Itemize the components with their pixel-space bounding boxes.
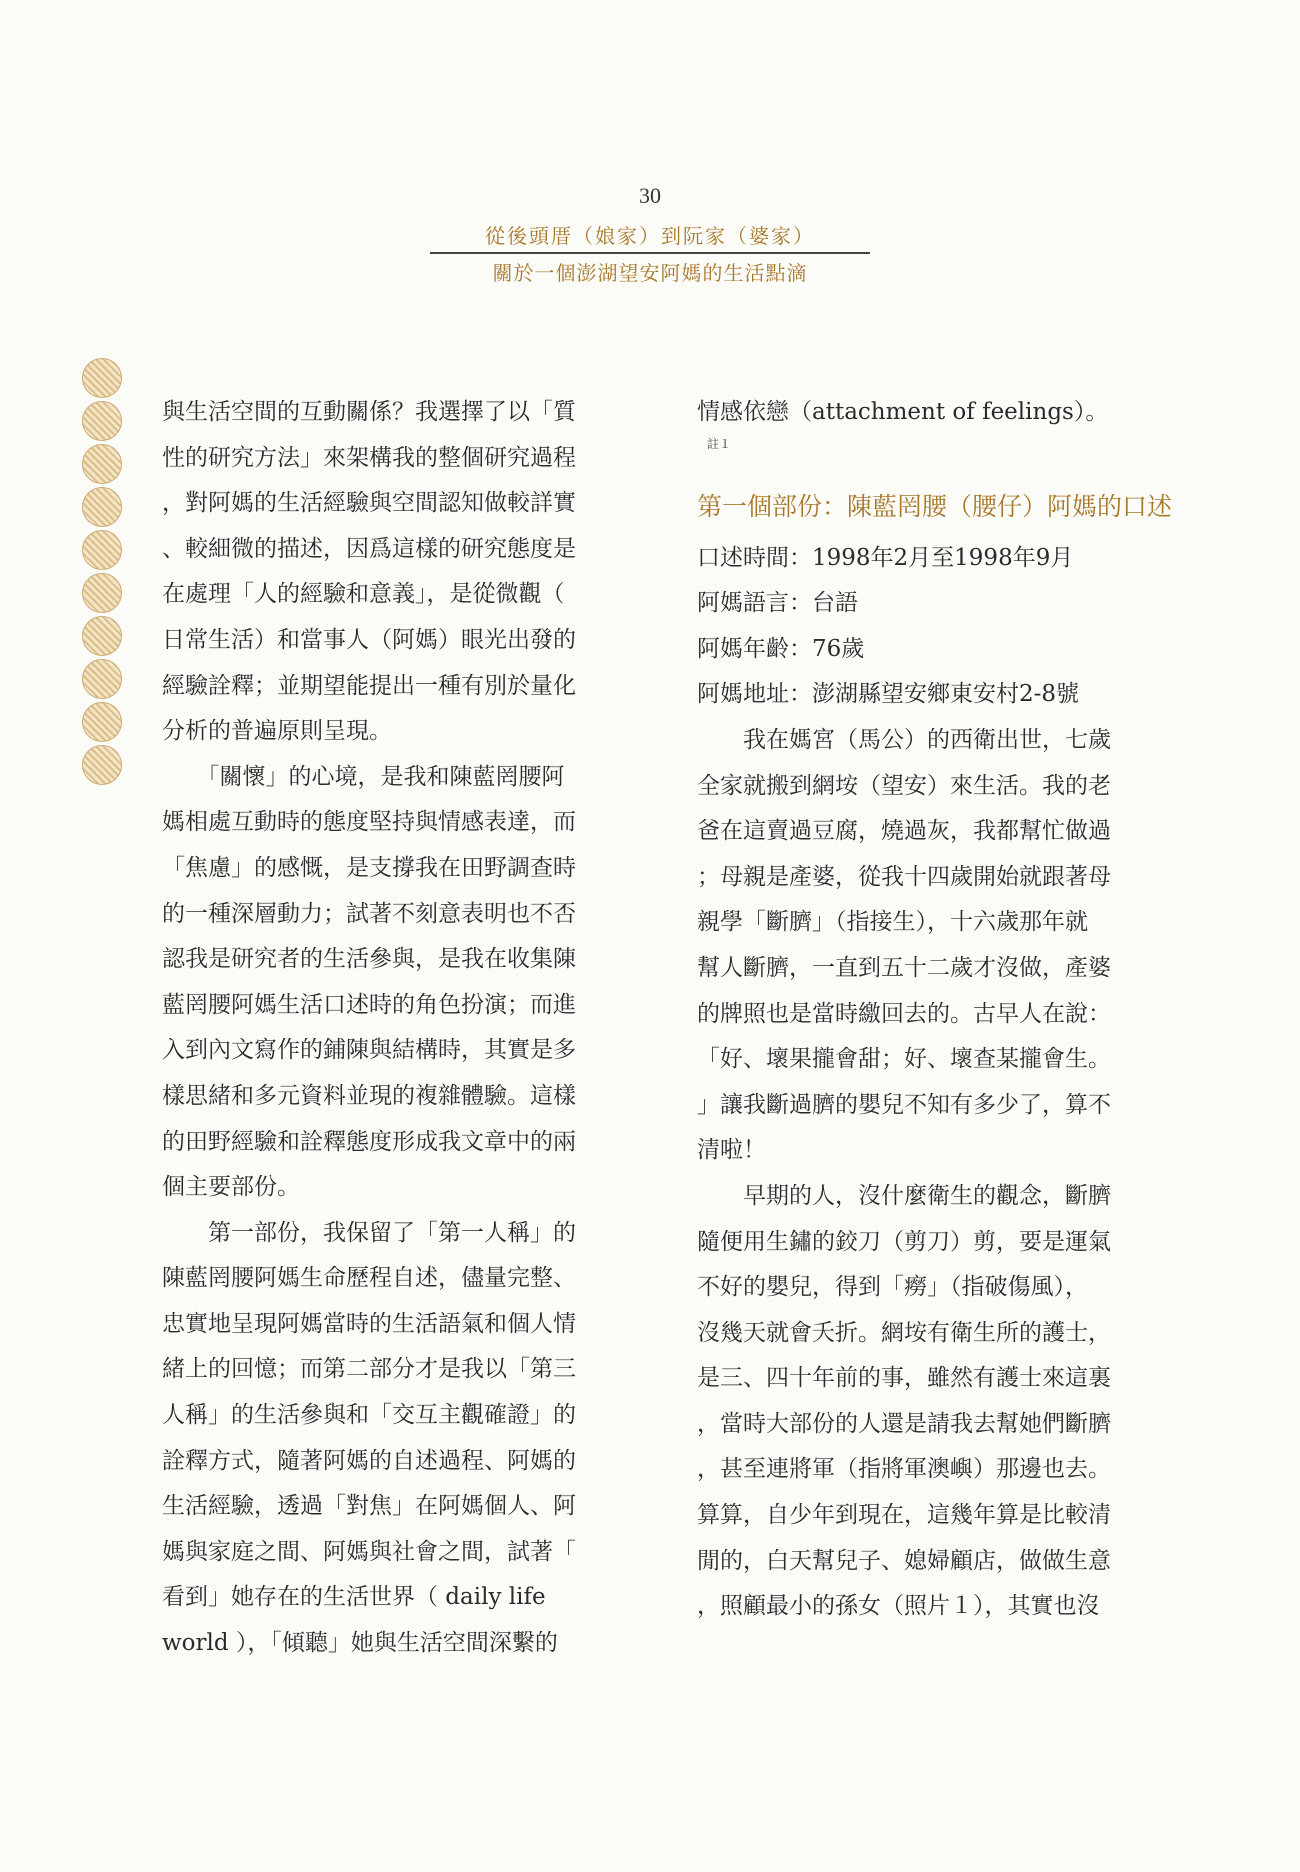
text-line: 藍罔腰阿媽生活口述時的角色扮演；而進 [162, 991, 576, 1018]
text-line: 不好的嬰兒，得到「癆」（指破傷風）， [697, 1274, 1088, 1301]
text-line: 入到內文寫作的鋪陳與結構時，其實是多 [162, 1037, 576, 1064]
text-line: 「關懷」的心境，是我和陳藍罔腰阿 [162, 763, 565, 790]
text-line: 清啦！ [697, 1137, 766, 1164]
text-line: 忠實地呈現阿媽當時的生活語氣和個人情 [162, 1310, 576, 1337]
intro-line: 情感依戀（attachment of feelings）。 [697, 399, 1109, 425]
text-line: 」讓我斷過臍的嬰兒不知有多少了，算不 [697, 1091, 1111, 1118]
text-line: 第一部份，我保留了「第一人稱」的 [162, 1219, 576, 1246]
text-line: 的田野經驗和詮釋態度形成我文章中的兩 [162, 1128, 576, 1155]
text-line: 我在媽宮（馬公）的西衛出世，七歲 [697, 726, 1111, 753]
text-line: 認我是研究者的生活參與，是我在收集陳 [162, 946, 576, 973]
decorative-circles-ornament [80, 358, 124, 788]
text-line: 人稱」的生活參與和「交互主觀確證」的 [162, 1402, 576, 1429]
text-line: 經驗詮釋；並期望能提出一種有別於量化 [162, 672, 576, 699]
text-line: 生活經驗，透過「對焦」在阿媽個人、阿 [162, 1493, 576, 1520]
text-line: world ），「傾聽」她與生活空間深繫的 [162, 1630, 558, 1657]
header-title: 從後頭厝（娘家）到阮家（婆家） [430, 220, 870, 254]
text-line: 爸在這賣過豆腐，燒過灰，我都幫忙做過 [697, 818, 1111, 845]
text-line: 閒的，白天幫兒子、媳婦顧店，做做生意 [697, 1547, 1111, 1574]
text-line: 與生活空間的互動關係？我選擇了以「質 [162, 399, 576, 425]
left-text-column [162, 390, 622, 1667]
text-line: 的一種深層動力；試著不刻意表明也不否 [162, 900, 576, 927]
text-line: 在處理「人的經驗和意義」，是從微觀（ [162, 581, 565, 608]
page-number: 30 [639, 183, 661, 208]
text-line: 媽與家庭之間、阿媽與社會之間，試著「 [162, 1538, 576, 1565]
text-line: 媽相處互動時的態度堅持與情感表達，而 [162, 809, 576, 836]
section-heading: 第一個部份：陳藍罔腰（腰仔）阿媽的口述 [697, 491, 1173, 521]
info-line: 阿媽年齡：76歲 [697, 635, 865, 662]
running-header [430, 220, 870, 286]
text-line: 親學「斷臍」（指接生），十六歲那年就 [697, 909, 1088, 936]
text-line: 分析的普遍原則呈現。 [162, 718, 392, 745]
text-line: 看到」她存在的生活世界（ daily life [162, 1584, 546, 1611]
text-line: 樣思緒和多元資料並現的複雜體驗。這樣 [162, 1082, 576, 1109]
text-line: 、較細微的描述，因爲這樣的研究態度是 [162, 535, 576, 562]
text-line: ，照顧最小的孫女（照片１），其實也沒 [697, 1593, 1100, 1620]
info-line: 阿媽地址：澎湖縣望安鄉東安村2-8號 [697, 681, 1080, 708]
text-line: 是三、四十年前的事，雖然有護士來這裏 [697, 1365, 1111, 1392]
text-line: 幫人斷臍，一直到五十二歲才沒做，產婆 [697, 954, 1111, 981]
header-subtitle: 關於一個澎湖望安阿媽的生活點滴 [492, 261, 808, 285]
right-text-column [697, 390, 1173, 1630]
text-line: 性的研究方法」來架構我的整個研究過程 [162, 444, 576, 471]
text-line: 「焦慮」的感慨，是支撐我在田野調查時 [162, 854, 576, 881]
text-line: ，當時大部份的人還是請我去幫她們斷臍 [697, 1410, 1111, 1437]
text-line: 沒幾天就會夭折。網垵有衛生所的護士， [697, 1319, 1111, 1346]
text-line: ，對阿媽的生活經驗與空間認知做較詳實 [162, 490, 576, 517]
text-line: 「好、壞果攏會甜；好、壞查某攏會生。 [697, 1046, 1111, 1073]
text-line: 早期的人，沒什麼衛生的觀念，斷臍 [697, 1182, 1111, 1209]
text-line: 隨便用生鏽的鉸刀（剪刀）剪，要是運氣 [697, 1228, 1111, 1255]
text-line: 個主要部份。 [162, 1174, 300, 1201]
info-line: 阿媽語言：台語 [697, 590, 858, 617]
text-line: ；母親是產婆，從我十四歲開始就跟著母 [697, 863, 1111, 890]
text-line: 全家就搬到網垵（望安）來生活。我的老 [697, 772, 1111, 799]
text-line: 陳藍罔腰阿媽生命歷程自述，儘量完整、 [162, 1265, 576, 1292]
footnote-marker: 註１ [707, 436, 732, 451]
text-line: 的牌照也是當時繳回去的。古早人在說： [697, 1000, 1111, 1027]
info-line: 口述時間：1998年2月至1998年9月 [697, 544, 1074, 571]
text-line: 算算，自少年到現在，這幾年算是比較清 [697, 1502, 1111, 1529]
text-line: 日常生活）和當事人（阿媽）眼光出發的 [162, 626, 576, 653]
text-line: 詮釋方式，隨著阿媽的自述過程、阿媽的 [162, 1447, 576, 1474]
text-line: ，甚至連將軍（指將軍澳嶼）那邊也去。 [697, 1456, 1111, 1483]
text-line: 緒上的回憶；而第二部分才是我以「第三 [162, 1356, 576, 1383]
